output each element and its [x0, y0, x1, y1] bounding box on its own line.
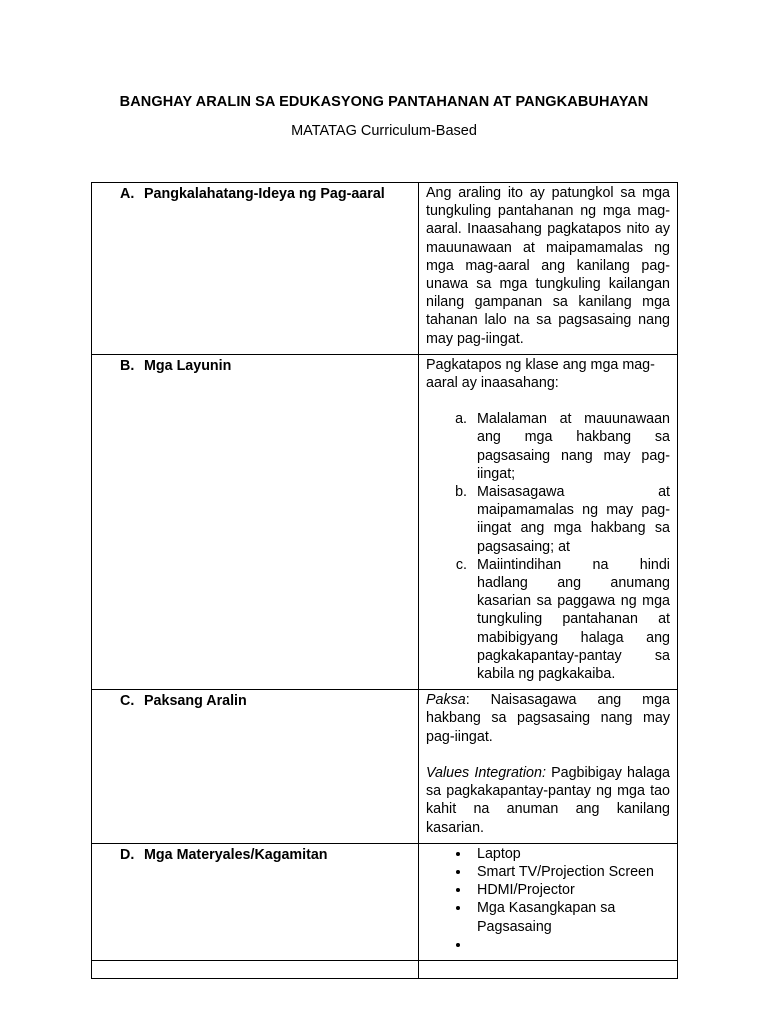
section-a-content-cell	[419, 183, 678, 355]
material-item	[471, 936, 670, 954]
empty-heading-cell	[92, 960, 419, 978]
section-d-letter: D.	[120, 846, 135, 863]
table-row-section-d	[92, 843, 678, 960]
values-integration-label: Values Integration:	[426, 764, 546, 781]
section-c-label: Paksang Aralin	[144, 693, 247, 710]
values-integration-paragraph	[426, 764, 670, 837]
objective-item: a. Malalaman at mauunawaan ang mga hakbang sa pagsasaing nang may pag-iingat;	[471, 410, 670, 483]
objective-item: c. Maiintindihan na hindi hadlang ang anumang kasarian sa paggawa ng mga tungkuling pantahanan at mabibigyang halaga ang pagkakapantay-pantay sa kabila ng pagkakaiba.	[471, 556, 670, 683]
section-a-heading-cell	[92, 183, 419, 355]
objectives-list	[426, 410, 670, 683]
section-a-content: Ang araling ito ay patungkol sa mga tungkuling pantahanan ng mga mag-aaral. Inaasahang pagkatapos nito ay mauunawaan at maipamamalas ng mga mag-aaral ang kanilang pag-unawa sa mga tungkuling kailangan nilang gampanan sa kanilang mga tahanan lalo na sa pagsasaing nang may pag-iingat.	[426, 185, 670, 347]
section-b-letter: B.	[120, 357, 135, 374]
section-b-heading-cell	[92, 354, 419, 689]
topic-label: Paksa	[426, 692, 466, 709]
table-row-section-b	[92, 354, 678, 689]
section-a-label: Pangkalahatang-Ideya ng Pag-aaral	[144, 186, 385, 202]
document-title: BANGHAY ARALIN SA EDUKASYONG PANTAHANAN AT PANGKABUHAYAN	[119, 94, 649, 110]
table-row-section-a	[92, 183, 678, 355]
material-item: • Smart TV/Projection Screen	[471, 863, 670, 881]
objective-item: b. Maisasagawa at maipamamalas ng may pag-iingat ang mga hakbang sa pagsasaing; at	[471, 483, 670, 556]
material-item: • Mga Kasangkapan sa Pagsasaing	[471, 899, 670, 935]
table-row-empty	[92, 960, 678, 978]
section-b-intro: Pagkatapos ng klase ang mga mag-aaral ay inaasahang:	[426, 356, 655, 392]
empty-content-cell	[419, 960, 678, 978]
section-d-heading-cell	[92, 843, 419, 960]
section-c-letter: C.	[120, 693, 135, 710]
values-integration-text: Pagbibigay halaga sa pagkakapantay-pantay ng mga tao kahit na anuman ang kanilang kasarian.	[426, 764, 670, 836]
section-b-content-cell	[419, 354, 678, 689]
section-c-heading-cell	[92, 690, 419, 843]
section-d-content-cell	[419, 843, 678, 960]
section-d-label: Mga Materyales/Kagamitan	[144, 846, 328, 863]
document-subtitle: MATATAG Curriculum-Based	[291, 123, 477, 139]
topic-paragraph	[426, 691, 670, 746]
materials-list	[426, 845, 670, 954]
topic-text: : Naisasagawa ang mga hakbang sa pagsasaing nang may pag-iingat.	[426, 692, 670, 745]
lesson-plan-table	[91, 182, 678, 979]
table-row-section-c	[92, 690, 678, 843]
material-item: • Laptop	[471, 845, 670, 863]
section-b-label: Mga Layunin	[144, 357, 232, 374]
section-c-content-cell	[419, 690, 678, 843]
material-item: • HDMI/Projector	[471, 881, 670, 899]
section-a-letter: A.	[120, 186, 135, 202]
